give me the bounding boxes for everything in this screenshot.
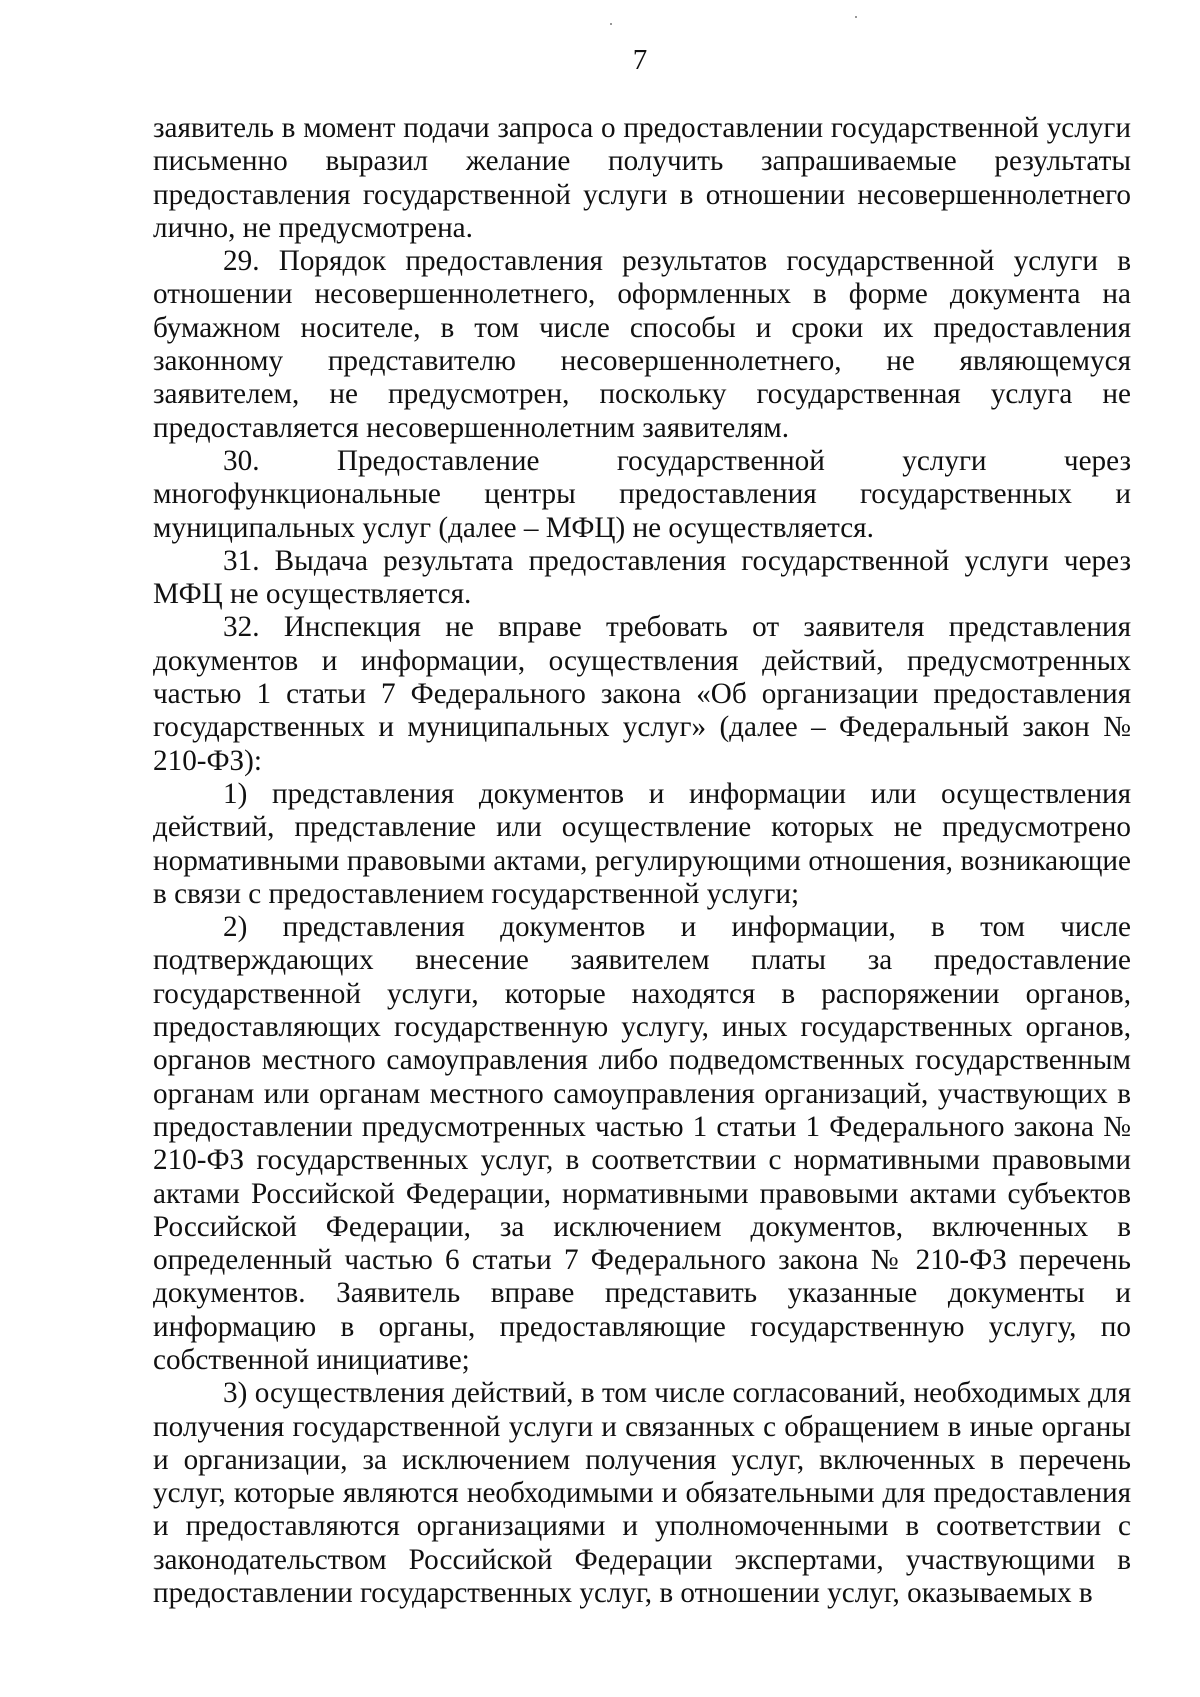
- scan-speck: [855, 16, 857, 18]
- page-number: 7: [632, 44, 648, 76]
- scan-speck: [610, 23, 612, 25]
- paragraph-32-item-2: 2) представления документов и информации, в том числе подтверждающих внесение заявителем платы за предоставление государственной услуги, которые находятся в распоряжении органов, предоставляющих государственную услугу, иных государственных органов, органов местного самоуправления либо подведомственных государственным органам или органам местного самоуправления организаций, участвующих в предоставлении предусмотренных частью 1 статьи 1 Федерального закона № 210-ФЗ государственных услуг, в соответствии с нормативными правовыми актами Российской Федерации, нормативными правовыми актами субъектов Российской Федерации, за исключением документов, включенных в определенный частью 6 статьи 7 Федерального закона № 210-ФЗ перечень документов. Заявитель вправе представить указанные документы и информацию в органы, предоставляющие государственную услугу, по собственной инициативе;: [153, 911, 1131, 1376]
- paragraph-30: 30. Предоставление государственной услуги через многофункциональные центры предоставления государственных и муниципальных услуг (далее – МФЦ) не осуществляется.: [153, 444, 1131, 544]
- paragraph-31: 31. Выдача результата предоставления государственной услуги через МФЦ не осуществляется.: [153, 544, 1131, 611]
- paragraph-29: 29. Порядок предоставления результатов государственной услуги в отношении несовершеннолетнего, оформленных в форме документа на бумажном носителе, в том числе способы и сроки их предоставления законному представителю несовершеннолетнего, не являющемуся заявителем, не предусмотрен, поскольку государственная услуга не предоставляется несовершеннолетним заявителям.: [153, 245, 1131, 444]
- paragraph-intro-continuation: заявитель в момент подачи запроса о предоставлении государственной услуги письменно выразил желание получить запрашиваемые результаты предоставления государственной услуги в отношении несовершеннолетнего лично, не предусмотрена.: [153, 112, 1131, 244]
- paragraph-32: 32. Инспекция не вправе требовать от заявителя представления документов и информации, осуществления действий, предусмотренных частью 1 статьи 7 Федерального закона «Об организации предоставления государственных и муниципальных услуг» (далее – Федеральный закон № 210-ФЗ):: [153, 611, 1131, 777]
- paragraph-32-item-1: 1) представления документов и информации или осуществления действий, представление или осуществление которых не предусмотрено нормативными правовыми актами, регулирующими отношения, возникающие в связи с предоставлением государственной услуги;: [153, 777, 1131, 910]
- paragraph-32-item-3: 3) осуществления действий, в том числе согласований, необходимых для получения государственной услуги и связанных с обращением в иные органы и организации, за исключением получения услуг, включенных в перечень услуг, которые являются необходимыми и обязательными для предоставления и предоставляются организациями и уполномоченными в соответствии с законодательством Российской Федерации экспертами, участвующими в предоставлении государственных услуг, в отношении услуг, оказываемых в: [153, 1377, 1131, 1610]
- document-body: [153, 112, 1131, 1610]
